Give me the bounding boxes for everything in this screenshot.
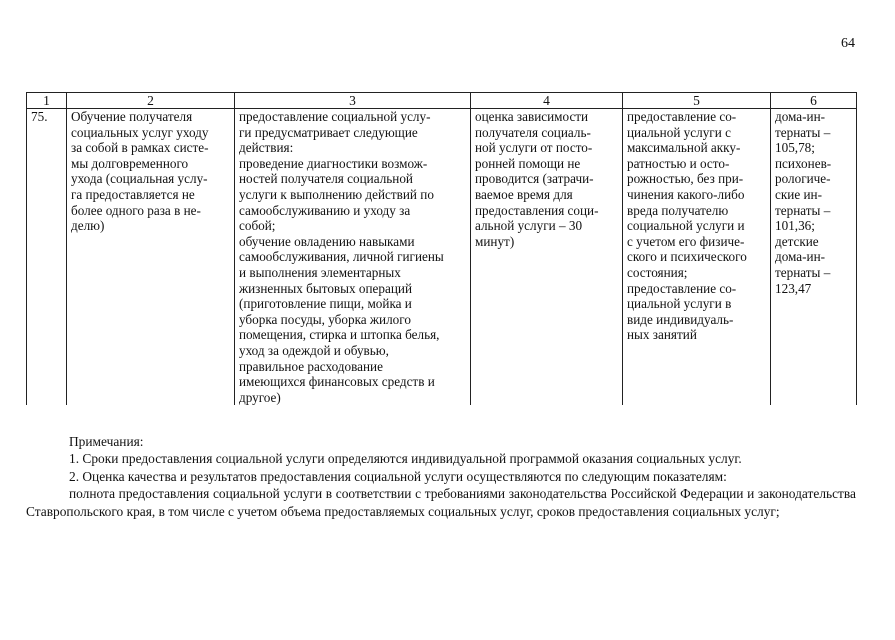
note-item-3: полнота предоставления социальной услуги в соответствии с требованиями законодательства Российской Федерации и законодательства Ставропольского края, в том числе с учетом объема предоставляемых социальных услуг, сроков предоставления социальных услуг;	[26, 486, 856, 519]
column-header-5: 5	[623, 93, 771, 109]
service-table	[26, 92, 857, 405]
column-header-4: 4	[471, 93, 623, 109]
notes-section	[26, 433, 856, 520]
table-row	[27, 109, 857, 406]
service-name-cell: Обучение получателя социальных услуг уходу за собой в рамках систе- мы долговременного ухода (социальная услу- га предоставляется не более одного раза в не- делю)	[67, 109, 235, 406]
column-header-2: 2	[67, 93, 235, 109]
column-header-1: 1	[27, 93, 67, 109]
table-header-row	[27, 93, 857, 109]
note-item-2: 2. Оценка качества и результатов предоставления социальной услуги осуществляются по следующим показателям:	[69, 468, 727, 484]
notes-title: Примечания:	[69, 434, 144, 449]
column-header-6: 6	[771, 93, 857, 109]
page-number: 64	[841, 36, 855, 51]
service-time-cell: оценка зависимости получателя социаль- ной услуги от посто- ронней помощи не проводится (затрачи- ваемое время для предоставления соци- альной услуги – 30 минут)	[471, 109, 623, 406]
service-content-cell: предоставление социальной услу- ги предусматривает следующие действия: проведение диагностики возмож- ностей получателя социальной услуги к выполнению действий по самообслуживанию и уходу за собой; обучение овладению навыками самообслуживания, личной гигиены и выполнения элементарных жизненных бытовых операций (приготовление пищи, мойка и уборка посуды, уборка жилого помещения, стирка и штопка белья, уход за одеждой и обувью, правильное расходование имеющихся финансовых средств и другое)	[235, 109, 471, 406]
note-item-1: 1. Сроки предоставления социальной услуги определяются индивидуальной программой оказания социальных услуг.	[69, 451, 742, 467]
service-conditions-cell: предоставление со- циальной услуги с максимальной акку- ратностью и осто- рожностью, без при- чинения какого-либо вреда получателю социальной услуги и с учетом его физиче- ского и психического состояния; предоставление со- циальной услуги в виде индивидуаль- ных занятий	[623, 109, 771, 406]
row-number-cell: 75.	[27, 109, 67, 406]
column-header-3: 3	[235, 93, 471, 109]
tariff-cell: дома-ин- тернаты – 105,78; психонев- рологиче- ские ин- тернаты – 101,36; детские дома-ин- тернаты – 123,47	[771, 109, 857, 406]
